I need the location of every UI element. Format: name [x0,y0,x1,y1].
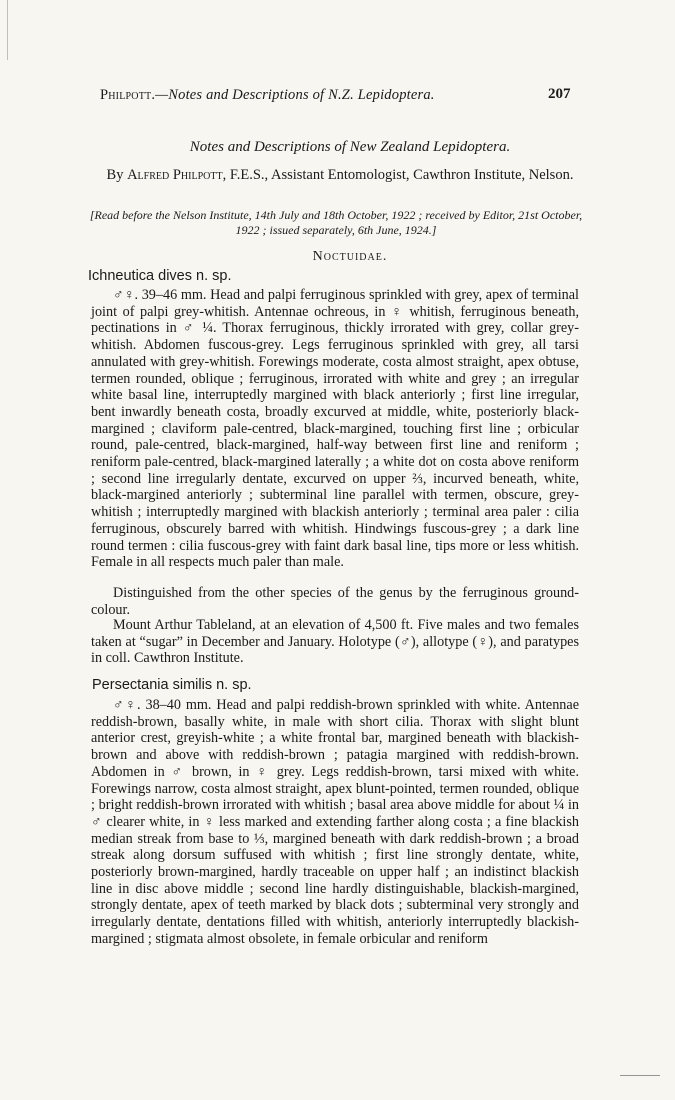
byline [85,166,595,184]
running-head-title: —Notes and Descriptions of N.Z. Lepidoptera. [155,87,435,103]
species-locality: Mount Arthur Tableland, at an elevation of 4,500 ft. Five males and two females taken at “sugar” in December and January. Holotype (♂), allotype (♀), and paratypes in coll. Cawthron Institute. [91,617,579,667]
scan-edge-mark [7,0,8,60]
species-name: Ichneutica dives n. sp. [88,268,232,284]
species-description: ♂♀. 38–40 mm. Head and palpi reddish-brown sprinkled with white. Antennae reddish-brown, basally white, in male with short cilia. Thorax with slight blunt anterior crest, greyish-white ; a white frontal bar, margined beneath with blackish-brown and above with reddish-brown ; patagia margined with reddish-brown. Abdomen in ♂ brown, in ♀ grey. Legs reddish-brown, tarsi mixed with white. Forewings narrow, costa almost straight, apex blunt-pointed, termen rounded, oblique ; bright reddish-brown irrorated with whitish ; basal area above middle for about ¼ in ♂ clearer white, in ♀ less marked and extending farther along costa ; a fine blackish median streak from base to ⅓, margined beneath with dark reddish-brown ; a broad streak along dorsum suffused with whitish ; first line strongly dentate, white, posteriorly brown-margined, hardly traceable on upper half ; an indistinct blackish line in disc above middle ; second line hardly distinguishable, blackish-margined, strongly dentate, apex of teeth marked by black dots ; subterminal very strongly and irregularly dentate, dentations filled with whitish, anteriorly interruptedly blackish-margined ; stigmata almost obsolete, in female orbicular and reniform [91,697,579,947]
page-number: 207 [548,86,571,102]
article-title: Notes and Descriptions of New Zealand Lepidoptera. [189,139,511,155]
byline-author-name: Alfred Philpott [127,167,223,183]
scan-rule-mark [620,1075,660,1076]
section-heading: Noctuidae. [312,249,388,264]
read-note: [Read before the Nelson Institute, 14th July and 18th October, 1922 ; received by Editor, 21st October, 1922 ; issued separately, 6th June, 1924.] [89,208,583,237]
species-description: ♂♀. 39–46 mm. Head and palpi ferruginous sprinkled with grey, apex of terminal joint of palpi grey-whitish. Antennae ochreous, in ♀ whitish, ferruginous beneath, pectinations in ♂ ¼. Thorax ferruginous, thickly irrorated with grey, collar grey-whitish. Abdomen fuscous-grey. Legs ferruginous sprinkled with grey, all tarsi annulated with grey-whitish. Forewings moderate, costa almost straight, apex obtuse, termen rounded, oblique ; ferruginous, irrorated with white and grey ; an irregular white basal line, interruptedly margined with black anteriorly ; first line irregular, bent inwardly beneath costa, broadly excurved at middle, white, posteriorly black-margined ; claviform pale-centred, black-margined, touching first line ; orbicular round, pale-centred, black-margined, half-way between first line and reniform ; reniform pale-centred, black-margined laterally ; a white dot on costa above reniform ; second line irregularly dentate, excurved on upper ⅔, incurved beneath, white, black-margined anteriorly ; subterminal line parallel with termen, obscure, grey-whitish ; interruptedly margined with blackish anteriorly ; terminal area paler : cilia ferruginous, obscurely barred with whitish. Hindwings fuscous-grey ; a dark line round termen : cilia fuscous-grey with faint dark basal line, tips more or less whitish. Female in all respects much paler than male. [91,287,579,571]
species-name: Persectania similis n. sp. [92,677,252,693]
running-head-author: Philpott. [100,87,156,103]
species-diagnosis: Distinguished from the other species of the genus by the ferruginous ground-colour. [91,585,579,618]
byline-prefix: By [106,167,128,183]
byline-affiliation: , F.E.S., Assistant Entomologist, Cawthron Institute, Nelson. [222,167,574,183]
running-head [100,87,570,104]
